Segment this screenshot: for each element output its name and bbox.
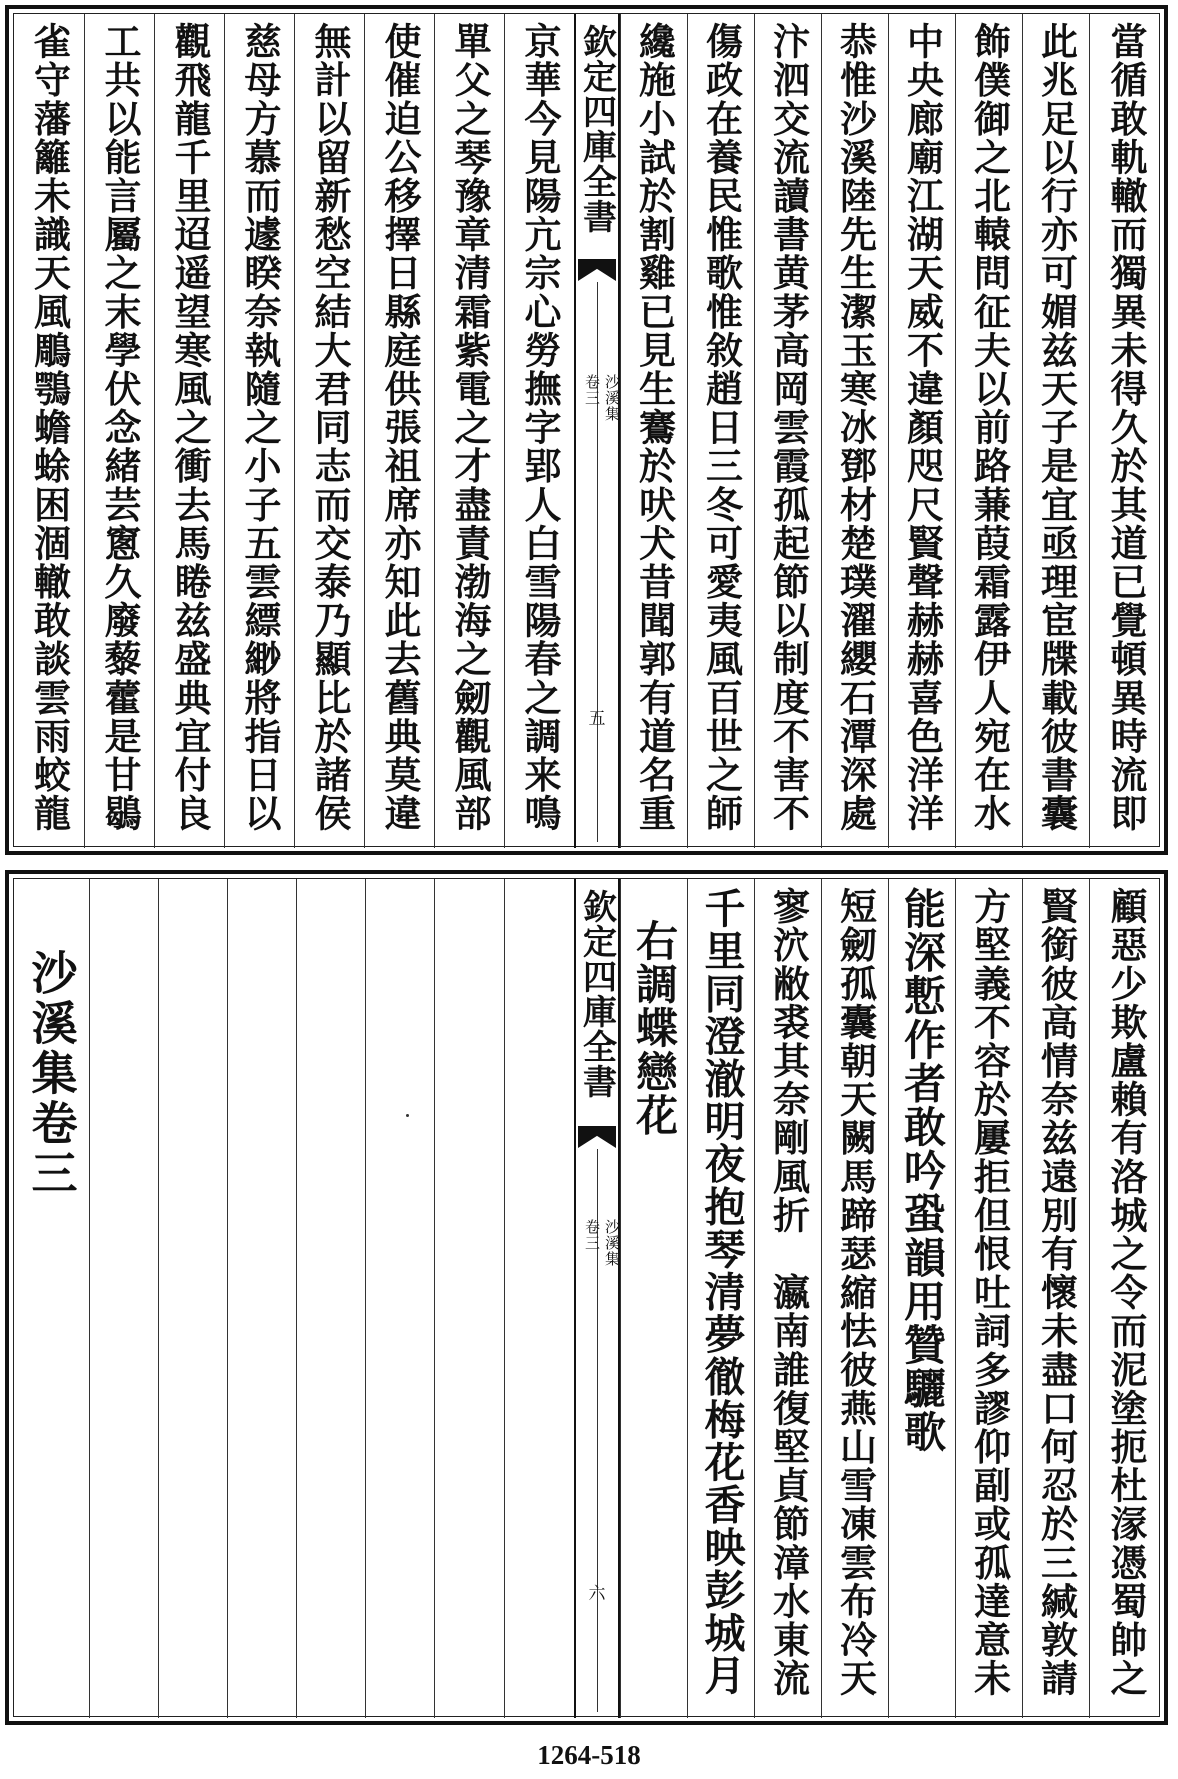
bottom-left-col-1 <box>504 879 574 1718</box>
bottom-right-col-tune-title <box>620 879 687 1718</box>
top-page-frame <box>5 5 1168 855</box>
bottom-right-col-3: 方堅義不容於屢拒但恨吐詞多謬仰副或孤達意未 <box>955 879 1022 1718</box>
top-strip-page: 五 <box>588 709 606 729</box>
bottom-strip-title: 欽定四庫全書 <box>576 889 617 1099</box>
bottom-right-col-4: 能深慙作者敢吟蛩韻用贊驪歌 <box>888 879 955 1718</box>
top-left-col-8: 雀守藩籬未識天風鵰鶚蟾蜍困涸轍敢談雲雨蛟龍 <box>27 22 72 833</box>
top-right-col-2: 此兆足以行亦可媚兹天子是宜亟理宦牒載彼書囊 <box>1022 14 1089 848</box>
bottom-strip-juan: 卷三 <box>583 1219 601 1251</box>
top-left-col-3: 使催迫公移擇日縣庭供張祖席亦知此去舊典莫違 <box>364 14 434 848</box>
page-number-footer: 1264-518 <box>537 1740 641 1770</box>
bottom-left-columns <box>14 879 574 1718</box>
bottom-right-col-5: 短劒孤囊朝天闕馬蹄瑟縮怯彼燕山雪凍雲布冷天 <box>821 879 888 1718</box>
top-fish-tail-mark <box>578 259 616 281</box>
top-right-columns <box>620 14 1161 848</box>
bottom-left-col-5 <box>227 879 296 1718</box>
top-page-inner-border <box>13 13 1160 847</box>
top-page <box>0 0 1178 860</box>
bottom-right-columns <box>620 879 1161 1718</box>
bottom-left-col-3 <box>365 879 434 1718</box>
bottom-page <box>0 870 1178 1730</box>
bottom-left-col-4 <box>296 879 365 1718</box>
top-left-col-2: 單父之琴豫章清霜紫電之才盡責渤海之劒觀風部 <box>434 14 504 848</box>
top-left-col-4: 無計以留新愁空結大君同志而交泰乃顯比於諸侯 <box>294 14 364 848</box>
bottom-right-col-6: 寥泬敝裘其奈剛風折 瀛南誰復堅貞節漳水東流 <box>754 879 821 1718</box>
bottom-page-frame <box>5 870 1168 1725</box>
top-right-col-7: 傷政在養民惟歌惟敘趙日三冬可愛夷風百世之師 <box>687 14 754 848</box>
bottom-page-inner-border <box>13 878 1160 1717</box>
top-left-col-5: 慈母方慕而遽睽奈執隨之小子五雲縹緲將指日以 <box>224 14 294 848</box>
bottom-right-col-2: 賢銜彼高情奈兹遠別有懷未盡口何忍於三緘敦請 <box>1022 879 1089 1718</box>
top-strip-divider <box>597 282 598 842</box>
top-right-col-8: 纔施小試於割雞已見生鶱於吠犬昔聞郭有道名重 <box>620 14 687 848</box>
bottom-left-col-volume-end <box>14 879 89 1718</box>
bottom-left-col-7 <box>89 879 158 1718</box>
top-left-col-6: 觀飛龍千里迢遥望寒風之衝去馬睠兹盛典宜付良 <box>154 14 224 848</box>
top-left-columns <box>14 14 574 848</box>
top-center-strip <box>574 14 620 848</box>
bottom-left-col-6 <box>158 879 227 1718</box>
top-left-col-1: 京華今見陽亢宗心勞撫字郢人白雪陽春之調来鳴 <box>504 14 574 848</box>
top-right-col-6: 汴泗交流讀書黄茅高岡雲霞孤起節以制度不害不 <box>754 14 821 848</box>
bottom-right-col-1: 顧惡少欺盧賴有洛城之令而泥塗扼杜溕憑蜀帥之 <box>1089 879 1161 1718</box>
bottom-strip-page: 六 <box>588 1584 606 1604</box>
bottom-center-strip <box>574 879 620 1718</box>
volume-end-title: 沙溪集卷三 <box>24 949 79 1199</box>
top-right-col-4: 中央廊廟江湖天威不違顏咫尺賢聲赫赫喜色洋洋 <box>888 14 955 848</box>
tune-title: 右調蝶戀花 <box>630 919 679 1137</box>
top-strip-juan: 卷三 <box>583 374 601 406</box>
top-strip-book: 沙溪集 <box>603 374 621 422</box>
top-right-col-3: 飾僕御之北轅問征夫以前路蒹葭霜露伊人宛在水 <box>955 14 1022 848</box>
bottom-fish-tail-mark <box>578 1126 616 1148</box>
bottom-strip-book: 沙溪集 <box>603 1219 621 1267</box>
stray-ink-dot <box>406 1114 409 1117</box>
top-right-col-1: 當循敢軌轍而獨異未得久於其道已覺頓異時流即 <box>1089 14 1161 848</box>
bottom-left-col-2 <box>434 879 504 1718</box>
top-strip-title: 欽定四庫全書 <box>576 24 617 234</box>
top-left-col-7: 工共以能言屬之末學伏念緒芸窻久廢藜藿是甘鶡 <box>84 14 154 848</box>
top-right-col-5: 恭惟沙溪陸先生潔玉寒冰鄧材楚璞濯纓石潭深處 <box>821 14 888 848</box>
bottom-right-col-7: 千里同澄澈明夜抱琴清夢徹梅花香映彭城月 <box>687 879 754 1718</box>
